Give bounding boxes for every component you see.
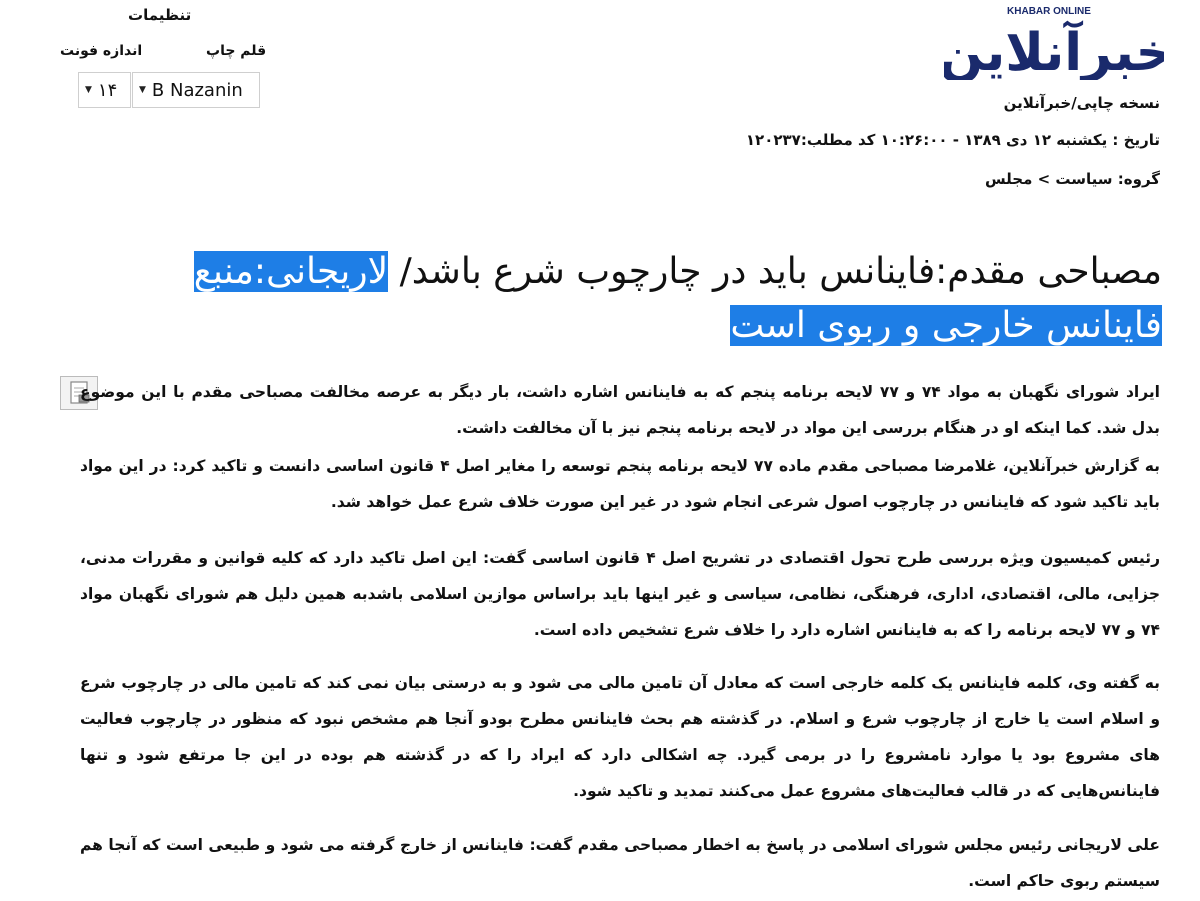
font-select[interactable] bbox=[132, 72, 260, 108]
logo-latin-text: KHABAR ONLINE bbox=[1007, 6, 1091, 17]
article-paragraph-1: ایراد شورای نگهبان به مواد ۷۴ و ۷۷ لایحه برنامه پنجم که به فاینانس اشاره داشت، بار دیگر به عرصه مخالفت مصباحی مقدم با این موضوع بدل شد. کما اینکه او در هنگام بررسی این مواد در لایحه برنامه پنجم نیز با آن مخالفت داشت. bbox=[80, 383, 1160, 437]
font-size-label: اندازه فونت bbox=[60, 43, 143, 59]
logo-persian-text: خبرآنلاین bbox=[944, 23, 1164, 80]
article-paragraph-3: رئیس کمیسیون ویژه بررسی طرح تحول اقتصادی در تشریح اصل ۴ قانون اساسی گفت: این اصل تاکید دارد که کلیه قوانین و مقررات مدنی، جزایی، مالی، اقتصادی، اداری، فرهنگی، نظامی، سیاسی و غیر اینها باید براساس موازین اسلامی باشدبه همین دلیل هم شورای نگهبان مواد ۷۴ و ۷۷ لایحه برنامه را که به فاینانس اشاره دارد را خلاف شرع تشخیص داده است. bbox=[80, 549, 1160, 639]
font-select-value: B Nazanin bbox=[151, 79, 243, 101]
site-logo[interactable] bbox=[944, 2, 1164, 80]
site-logo-graphic bbox=[944, 2, 1164, 80]
font-size-select[interactable] bbox=[78, 72, 131, 108]
caret-down-icon: ▼ bbox=[139, 85, 146, 95]
font-size-select-value: ۱۴ bbox=[97, 79, 118, 101]
date-line: تاریخ : یکشنبه ۱۲ دی ۱۳۸۹ - ۱۰:۲۶:۰۰ کد مطلب:۱۲۰۲۳۷ bbox=[745, 131, 1160, 149]
breadcrumb-text: گروه: سیاست > مجلس bbox=[984, 170, 1160, 188]
font-label: قلم چاپ bbox=[206, 43, 267, 59]
article-headline bbox=[122, 245, 1162, 353]
headline-highlighted: لاریجانی:منبع فاینانس خارجی و ربوی است bbox=[193, 251, 1162, 346]
settings-title: تنظیمات bbox=[128, 6, 192, 24]
headline-plain: مصباحی مقدم:فاینانس باید در چارچوب شرع باشد/ bbox=[388, 251, 1162, 292]
article-paragraph-5: علی لاریجانی رئیس مجلس شورای اسلامی در پاسخ به اخطار مصباحی مقدم گفت: فاینانس از خارج گرفته می شود و طبیعی است که آنجا هم سیستم ربوی حاکم است. bbox=[80, 836, 1160, 890]
article-paragraph-2: به گزارش خبرآنلاین، غلامرضا مصباحی مقدم ماده ۷۷ لایحه برنامه پنجم توسعه را مغایر اصل ۴ قانون اساسی دانست و تاکید کرد: در این مواد باید تاکید شود که فاینانس در چارچوب اصول شرعی انجام شود در غیر این صورت خلاف شرع عمل خواهد شد. bbox=[80, 457, 1160, 511]
breadcrumb bbox=[985, 170, 1160, 188]
caret-down-icon: ▼ bbox=[85, 85, 92, 95]
print-version-label: نسخه چاپی/خبرآنلاین bbox=[1003, 94, 1160, 112]
article-paragraph-4: به گفته وی، کلمه فاینانس یک کلمه خارجی است که معادل آن تامین مالی می شود و به درستی بیان نمی کند که تامین مالی در چارچوب شرع و اسلام است یا خارج از چارچوب شرع و اسلام. در گذشته هم بحث فاینانس مطرح بودو آنجا هم مشخص نبود که منظور در چارچوب فعالیت های مشروع بود یا موارد نامشروع را در برمی گیرد. چه اشکالی دارد که ایراد را که در گذشته هم بوده در این جا مرتفع شود و تنها فاینانس‌هایی که در قالب فعالیت‌های مشروع عمل می‌کنند تمدید و تاکید شود. bbox=[80, 674, 1160, 800]
